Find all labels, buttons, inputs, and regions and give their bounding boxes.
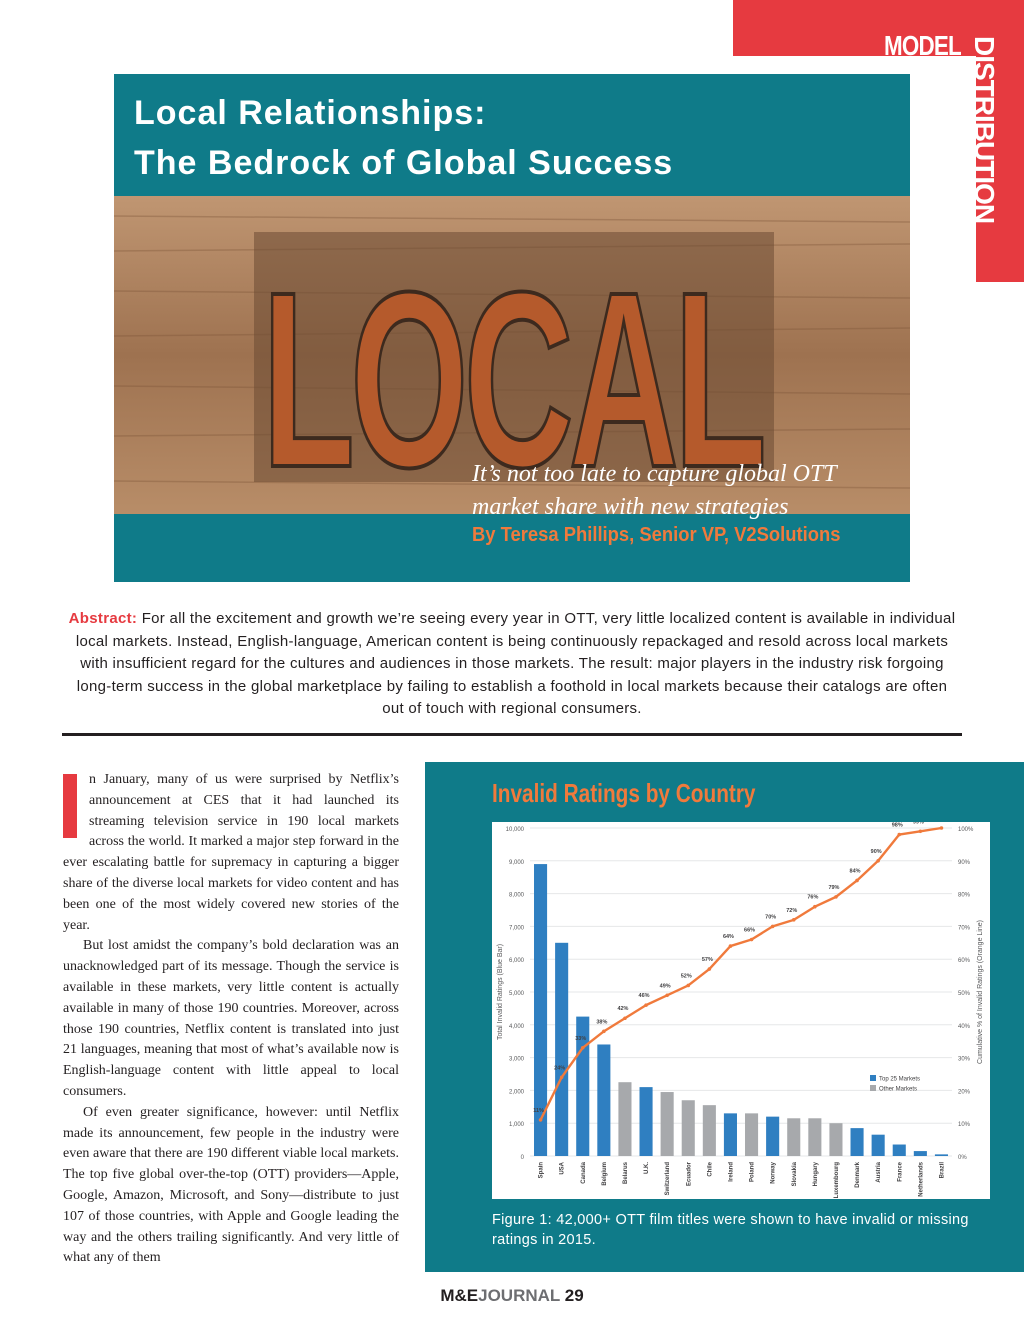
cumulative-point — [729, 944, 733, 948]
y2-tick-label: 10% — [958, 1122, 971, 1129]
cumulative-point — [855, 879, 859, 883]
abstract-text: For all the excitement and growth we’re seeing every year in OTT, very little localized content is available in individual local markets. Instead, English-language, American content is being continuously repackaged and resold across local markets with insufficient regard for the cultures and audiences in those markets. The result: major players in the industry risk forgoing long-term success in the global marketplace by failing to establish a foothold in local markets because their catalogs are often out of touch with regional consumers. — [75, 610, 956, 718]
cumulative-point — [940, 826, 944, 830]
x-tick-label: Canada — [580, 1162, 587, 1184]
x-tick-label: Belgium — [601, 1162, 608, 1186]
section-tab-distribution: DISTRIBUTION — [969, 36, 1000, 224]
data-label: 11% — [533, 1107, 544, 1114]
bar — [851, 1128, 864, 1156]
y-tick-label: 10,000 — [505, 827, 524, 833]
y-tick-label: 9,000 — [508, 859, 524, 866]
data-label: 76% — [807, 894, 819, 901]
body-paragraph-2: But lost amidst the company’s bold declaration was an unacknowledged part of its message. Though the service is available in these markets, very little content is actually available in many of those 190 countries. Moreover, across those 190 countries, Netflix content is translated into just 21 languages, meaning that most of what’s available now is English-language content with little appeal to local consumers. — [63, 938, 399, 1099]
data-label: 33% — [575, 1035, 587, 1042]
cumulative-point — [813, 905, 817, 909]
cumulative-point — [623, 1016, 627, 1020]
x-tick-label: Slovakia — [791, 1162, 798, 1187]
y-tick-label: 6,000 — [508, 958, 524, 965]
cumulative-point — [560, 1075, 564, 1079]
data-label: 66% — [744, 927, 756, 934]
y2-tick-label: 80% — [958, 892, 971, 899]
y2-tick-label: 70% — [958, 925, 971, 932]
cumulative-point — [686, 984, 690, 988]
legend-label-top: Top 25 Markets — [879, 1076, 921, 1083]
article-subtitle-line2: market share with new strategies — [472, 494, 789, 520]
data-label: 57% — [701, 957, 713, 964]
y-axis-label: Total Invalid Ratings (Blue Bar) — [497, 943, 504, 1041]
article-body — [63, 770, 399, 1269]
data-label: 99% — [912, 822, 924, 826]
abstract-label: Abstract: — [68, 610, 138, 627]
x-tick-label: Netherlands — [918, 1162, 925, 1197]
journal-name-b: JOURNAL — [478, 1286, 560, 1305]
bar — [661, 1092, 674, 1156]
data-label: 24% — [554, 1065, 566, 1072]
y2-tick-label: 100% — [958, 827, 974, 833]
x-tick-label: Norway — [770, 1162, 777, 1184]
x-tick-label: USA — [559, 1162, 566, 1175]
legend-swatch-other — [870, 1085, 876, 1091]
article-subtitle-line1: It’s not too late to capture global OTT — [472, 461, 837, 487]
y-tick-label: 3,000 — [508, 1056, 524, 1063]
y-tick-label: 7,000 — [508, 925, 524, 932]
bar — [597, 1044, 610, 1156]
cumulative-point — [834, 895, 838, 899]
y2-tick-label: 30% — [958, 1056, 971, 1063]
bar — [829, 1123, 842, 1156]
y2-tick-label: 40% — [958, 1023, 971, 1030]
figure-panel — [425, 762, 1024, 1272]
y-tick-label: 4,000 — [508, 1023, 524, 1030]
drop-cap-bar — [63, 774, 77, 838]
cumulative-point — [792, 918, 796, 922]
cumulative-point — [644, 1003, 648, 1007]
bar — [808, 1118, 821, 1156]
y-tick-label: 1,000 — [508, 1122, 524, 1129]
y-tick-label: 5,000 — [508, 991, 524, 997]
y2-tick-label: 50% — [958, 991, 971, 997]
bar — [745, 1113, 758, 1156]
x-tick-label: Luxembourg — [833, 1162, 840, 1199]
chart-invalid-ratings — [492, 822, 990, 1199]
abstract — [66, 608, 958, 721]
x-tick-label: Spain — [538, 1162, 545, 1179]
page-footer — [0, 1286, 1024, 1306]
bar — [893, 1145, 906, 1156]
y2-tick-label: 90% — [958, 859, 971, 866]
body-paragraph-1: n January, many of us were surprised by Netflix’s announcement at CES that it had launched its streaming television service in 190 local markets across the world. It marked a major step forward in the ever escalating battle for supremacy in capturing a bigger share of the diverse local markets for video content and has been one of the most widely covered new stories of the year. — [63, 772, 399, 933]
article-title-line1: Local Relationships: — [134, 94, 487, 132]
bar — [703, 1105, 716, 1156]
section-tab-model: MODEL — [884, 30, 961, 61]
cumulative-point — [771, 925, 775, 929]
bar — [914, 1151, 927, 1156]
data-label: 42% — [617, 1006, 629, 1013]
bar — [555, 943, 568, 1156]
data-label: 52% — [680, 973, 692, 980]
page-number: 29 — [564, 1286, 584, 1305]
bar — [872, 1135, 885, 1156]
data-label: 64% — [722, 934, 734, 941]
legend-label-other: Other Markets — [879, 1086, 918, 1093]
figure-caption: Figure 1: 42,000+ OTT film titles were shown to have invalid or missing ratings in 2015. — [492, 1212, 969, 1248]
article-title-line2: The Bedrock of Global Success — [134, 144, 674, 182]
hero-banner — [114, 74, 910, 582]
data-label: 38% — [596, 1019, 608, 1026]
section-divider — [62, 733, 962, 736]
cumulative-point — [876, 859, 880, 863]
body-paragraph-3: Of even greater significance, however: until Netflix made its announcement, few people in the industry were even aware that there are 190 different viable local markets. The top five global over-the-top (OTT) providers—Apple, Google, Amazon, Microsoft, and Sony—distribute to just 107 of those countries, with Apple and Google leading the way and the others trailing significantly. And very little of what any of them — [63, 1104, 399, 1266]
data-label: 98% — [891, 822, 903, 829]
figure-title: Invalid Ratings by Country — [492, 778, 756, 808]
x-tick-label: Hungary — [812, 1162, 819, 1187]
bar — [682, 1100, 695, 1156]
x-tick-label: Switzerland — [665, 1162, 672, 1196]
y2-axis-label: Cumulative % of Invalid Ratings (Orange Line) — [977, 920, 984, 1064]
data-label: 70% — [765, 914, 777, 921]
bar — [766, 1117, 779, 1156]
cumulative-point — [897, 833, 901, 837]
bar — [640, 1087, 653, 1156]
cumulative-point — [602, 1030, 606, 1034]
data-label: 90% — [870, 848, 882, 855]
bar — [724, 1113, 737, 1156]
data-label: 49% — [659, 983, 671, 990]
x-tick-label: Denmark — [855, 1162, 862, 1188]
bar — [787, 1118, 800, 1156]
x-tick-label: Austria — [876, 1162, 883, 1183]
x-tick-label: Ireland — [728, 1162, 735, 1182]
cumulative-point — [581, 1046, 585, 1050]
data-label: 72% — [786, 907, 798, 914]
data-label: 79% — [828, 884, 840, 891]
journal-name-a: M&E — [440, 1286, 479, 1305]
x-tick-label: Poland — [749, 1162, 756, 1183]
x-tick-label: Brazil — [939, 1162, 946, 1179]
bar — [935, 1154, 948, 1156]
cumulative-point — [750, 938, 754, 942]
x-tick-label: France — [897, 1162, 904, 1182]
x-tick-label: Ecuador — [686, 1162, 693, 1187]
data-label: 46% — [638, 993, 650, 1000]
article-byline: By Teresa Phillips, Senior VP, V2Solutions — [472, 524, 841, 546]
bar — [618, 1082, 631, 1156]
x-tick-label: Belarus — [622, 1162, 629, 1185]
x-tick-label: U.K. — [644, 1162, 651, 1174]
cumulative-point — [539, 1118, 543, 1122]
y-tick-label: 2,000 — [508, 1089, 524, 1096]
cumulative-point — [665, 993, 669, 997]
y-tick-label: 8,000 — [508, 892, 524, 899]
x-tick-label: Chile — [707, 1162, 714, 1177]
y2-tick-label: 0% — [958, 1155, 967, 1161]
y-tick-label: 0 — [520, 1155, 524, 1161]
data-label: 84% — [849, 868, 861, 875]
y2-tick-label: 60% — [958, 958, 971, 965]
article-title — [134, 88, 673, 188]
cumulative-point — [708, 967, 712, 971]
legend-swatch-top — [870, 1075, 876, 1081]
cumulative-point — [919, 829, 923, 833]
chart-svg — [492, 822, 990, 1199]
hero-image-word: LOCAL — [262, 240, 763, 514]
y2-tick-label: 20% — [958, 1089, 971, 1096]
article-subtitle — [472, 458, 837, 524]
